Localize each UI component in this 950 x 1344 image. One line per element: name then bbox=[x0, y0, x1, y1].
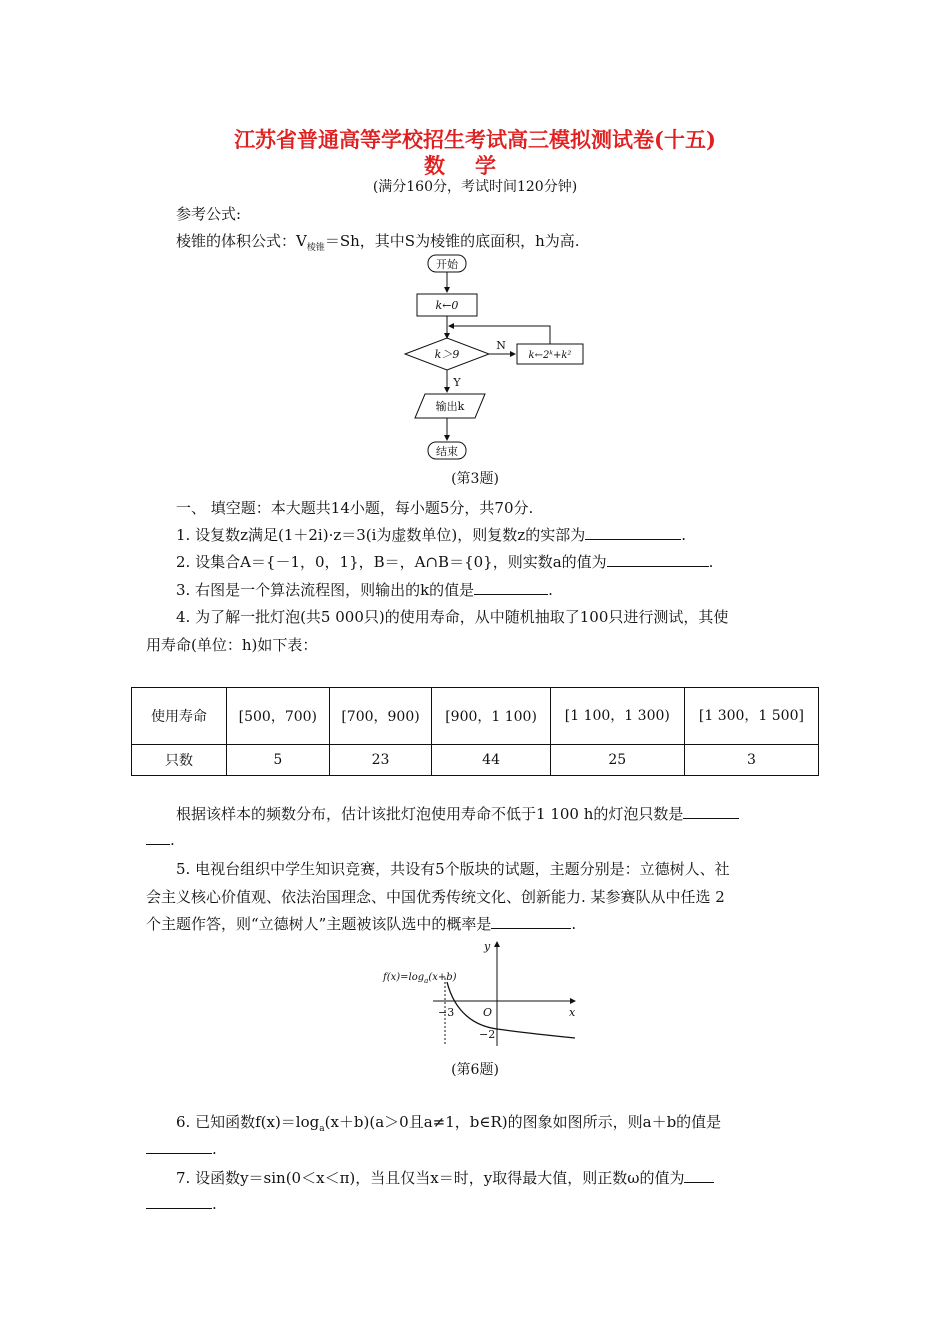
function-label-sub: a bbox=[424, 977, 429, 985]
formula-heading: 参考公式: bbox=[176, 205, 242, 223]
log-curve bbox=[447, 982, 575, 1038]
log-graph bbox=[375, 938, 585, 1048]
table-row bbox=[132, 745, 819, 776]
exam-subject: 数学 bbox=[424, 153, 526, 178]
flow-no-label: N bbox=[496, 339, 506, 352]
question-6-sub: a bbox=[319, 1124, 325, 1134]
table-header-cell: [900，1 100) bbox=[432, 688, 550, 745]
origin-label: O bbox=[483, 1006, 493, 1019]
table-row bbox=[132, 688, 819, 745]
flow-condition-label: k＞9 bbox=[434, 348, 460, 361]
answer-blank bbox=[474, 580, 548, 595]
exam-meta: (满分160分，考试时间120分钟) bbox=[372, 179, 578, 195]
table-header-cell: 使用寿命 bbox=[132, 688, 227, 745]
flowchart bbox=[395, 250, 595, 465]
answer-blank bbox=[585, 525, 681, 540]
flow-yes-label: Y bbox=[453, 376, 461, 389]
table-header-cell: [500，700) bbox=[227, 688, 330, 745]
question-7-blank-cont: . bbox=[146, 1194, 217, 1213]
answer-blank bbox=[146, 830, 170, 845]
question-4-blank-cont: . bbox=[146, 830, 175, 849]
question-6-text-b: (x＋b)(a＞0且a≠1，b∈R)的图象如图所示，则a＋b的值是 bbox=[324, 1113, 722, 1131]
table-cell: 3 bbox=[684, 745, 818, 776]
y-tick-label: −2 bbox=[479, 1028, 496, 1041]
question-5-line3-text: 个主题作答，则“立德树人”主题被该队选中的概率是 bbox=[146, 915, 492, 933]
flow-start-label: 开始 bbox=[436, 258, 458, 271]
table-cell: 44 bbox=[432, 745, 550, 776]
function-label-arg: (x+b) bbox=[428, 972, 457, 983]
answer-blank bbox=[146, 1194, 212, 1209]
table-row-label: 只数 bbox=[132, 745, 227, 776]
table-cell: 25 bbox=[550, 745, 684, 776]
question-7-text: 7. 设函数y＝sin(0＜x＜π)，当且仅当x＝时，y取得最大值，则正数ω的值为 bbox=[176, 1169, 685, 1187]
question-3-text: 3. 右图是一个算法流程图，则输出的k的值是 bbox=[176, 581, 475, 599]
formula-text-after: ＝Sh，其中S为棱锥的底面积，h为高. bbox=[324, 232, 580, 250]
question-5-line2: 会主义核心价值观、依法治国理念、中国优秀传统文化、创新能力. 某参赛队从中任选 2 bbox=[146, 888, 725, 906]
table-header-cell: [700，900) bbox=[329, 688, 432, 745]
table-cell: 5 bbox=[227, 745, 330, 776]
question-4-line2: 用寿命(单位：h)如下表： bbox=[146, 636, 318, 654]
x-axis-label: x bbox=[569, 1006, 576, 1019]
question-1-text: 1. 设复数z满足(1＋2i)·z＝3(i为虚数单位)，则复数z的实部为 bbox=[176, 526, 586, 544]
flowchart-caption: (第3题) bbox=[451, 471, 499, 487]
question-3: 3. 右图是一个算法流程图，则输出的k的值是 . bbox=[176, 581, 553, 599]
question-4-line1: 4. 为了解一批灯泡(共5 000只)的使用寿命，从中随机抽取了100只进行测试，其使 bbox=[176, 608, 729, 626]
flow-end-label: 结束 bbox=[436, 445, 458, 458]
function-label-main: f(x)=log bbox=[383, 972, 425, 983]
question-5-line3: 个主题作答，则“立德树人”主题被该队选中的概率是 . bbox=[146, 915, 577, 933]
question-6-blank-cont: . bbox=[146, 1139, 217, 1158]
answer-blank bbox=[684, 1168, 714, 1183]
question-2-text: 2. 设集合A＝{－1，0，1}，B＝，A∩B＝{0}，则实数a的值为 bbox=[176, 553, 607, 571]
answer-blank bbox=[146, 1139, 212, 1154]
formula-text-before: 棱锥的体积公式：V bbox=[176, 232, 307, 250]
question-2: 2. 设集合A＝{－1，0，1}，B＝，A∩B＝{0}，则实数a的值为 . bbox=[176, 553, 714, 571]
exam-title: 江苏省普通高等学校招生考试高三模拟测试卷(十五) bbox=[234, 127, 716, 152]
question-6-text-a: 6. 已知函数f(x)＝log bbox=[176, 1113, 320, 1131]
answer-blank bbox=[491, 914, 571, 929]
question-1: 1. 设复数z满足(1＋2i)·z＝3(i为虚数单位)，则复数z的实部为 . bbox=[176, 526, 686, 544]
y-axis-label: y bbox=[484, 940, 491, 953]
flow-output-label: 输出k bbox=[435, 400, 465, 413]
flow-update-label: k←2ᵏ+k² bbox=[528, 350, 572, 361]
graph-caption: (第6题) bbox=[451, 1062, 499, 1078]
flow-init-label: k←0 bbox=[435, 299, 459, 312]
answer-blank bbox=[607, 552, 709, 567]
question-7 bbox=[176, 1167, 714, 1188]
x-tick-label: −3 bbox=[438, 1006, 455, 1019]
answer-blank bbox=[683, 804, 739, 819]
question-5-line1: 5. 电视台组织中学生知识竞赛，共设有5个版块的试题，主题分别是：立德树人、社 bbox=[176, 860, 730, 878]
question-4-after-text: 根据该样本的频数分布，估计该批灯泡使用寿命不低于1 100 h的灯泡只数是 bbox=[176, 805, 684, 823]
section-heading: 一、 填空题：本大题共14小题，每小题5分，共70分. bbox=[176, 499, 534, 517]
lifespan-table bbox=[131, 687, 819, 776]
table-cell: 23 bbox=[329, 745, 432, 776]
table-header-cell: [1 300，1 500] bbox=[684, 688, 818, 745]
question-4-after bbox=[176, 803, 739, 824]
formula-sub: 棱锥 bbox=[306, 243, 325, 253]
question-6 bbox=[176, 1111, 721, 1134]
table-header-cell: [1 100，1 300) bbox=[550, 688, 684, 745]
